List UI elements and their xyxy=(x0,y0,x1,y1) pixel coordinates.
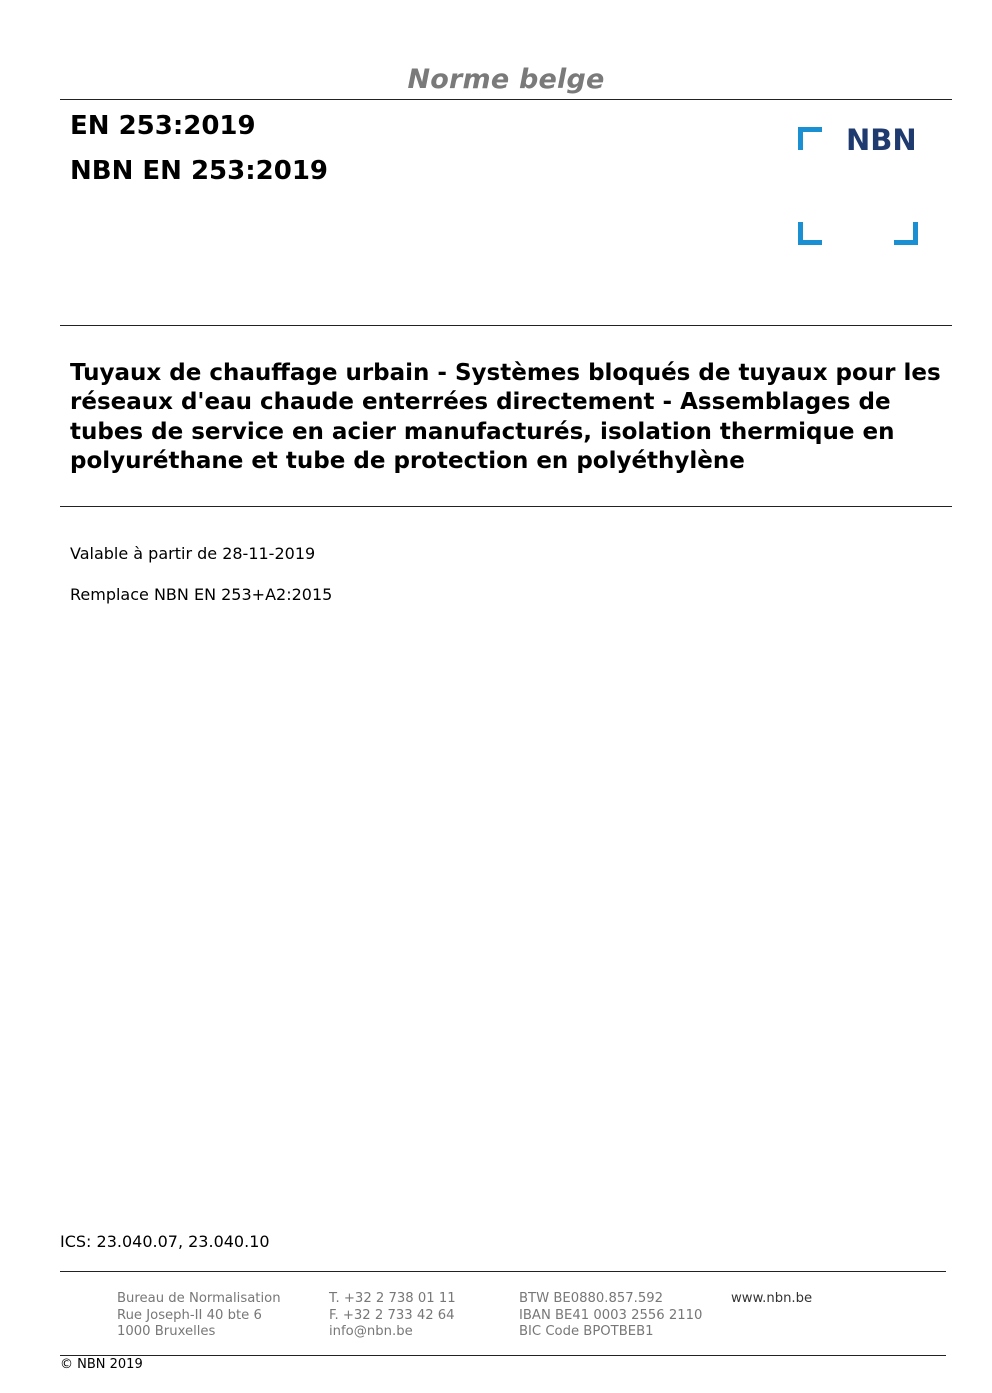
address-line: Bureau de Normalisation xyxy=(117,1291,281,1306)
validity-date: Valable à partir de 28-11-2019 xyxy=(70,544,316,563)
footer-bottom-rule xyxy=(60,1355,946,1356)
copyright-notice: © NBN 2019 xyxy=(60,1357,143,1372)
title-top-rule xyxy=(60,325,952,326)
address-line: 1000 Bruxelles xyxy=(117,1324,216,1340)
fax-number: F. +32 2 733 42 64 xyxy=(329,1307,455,1323)
footer-address xyxy=(117,1291,281,1341)
phone-number: T. +32 2 738 01 11 xyxy=(329,1291,456,1306)
replaces-standard: Remplace NBN EN 253+A2:2015 xyxy=(70,585,333,604)
title-bottom-rule xyxy=(60,506,952,507)
footer-top-rule xyxy=(60,1271,946,1272)
document-title: Tuyaux de chauffage urbain - Systèmes bloqués de tuyaux pour les réseaux d'eau chaude enterrées directement - Assemblages de tubes de service en acier manufacturés, isolation thermique en polyuréthane et tube de protection en polyéthylène xyxy=(70,360,941,474)
footer-contact xyxy=(329,1291,456,1341)
bic-code: BIC Code BPOTBEB1 xyxy=(519,1324,654,1340)
header-rule xyxy=(60,99,952,100)
nbn-standard-number: NBN EN 253:2019 xyxy=(70,156,328,186)
iban-number: IBAN BE41 0003 2556 2110 xyxy=(519,1307,703,1323)
ics-codes: ICS: 23.040.07, 23.040.10 xyxy=(60,1232,270,1251)
nbn-logo xyxy=(796,124,920,248)
vat-number: BTW BE0880.857.592 xyxy=(519,1291,664,1306)
en-standard-number: EN 253:2019 xyxy=(70,111,256,141)
footer-bank-details xyxy=(519,1291,702,1341)
document-type-label: Norme belge xyxy=(407,64,605,95)
address-line: Rue Joseph-II 40 bte 6 xyxy=(117,1307,262,1323)
email-link[interactable]: info@nbn.be xyxy=(329,1324,413,1340)
logo-text: NBN xyxy=(846,124,917,157)
website-link[interactable]: www.nbn.be xyxy=(731,1291,813,1306)
